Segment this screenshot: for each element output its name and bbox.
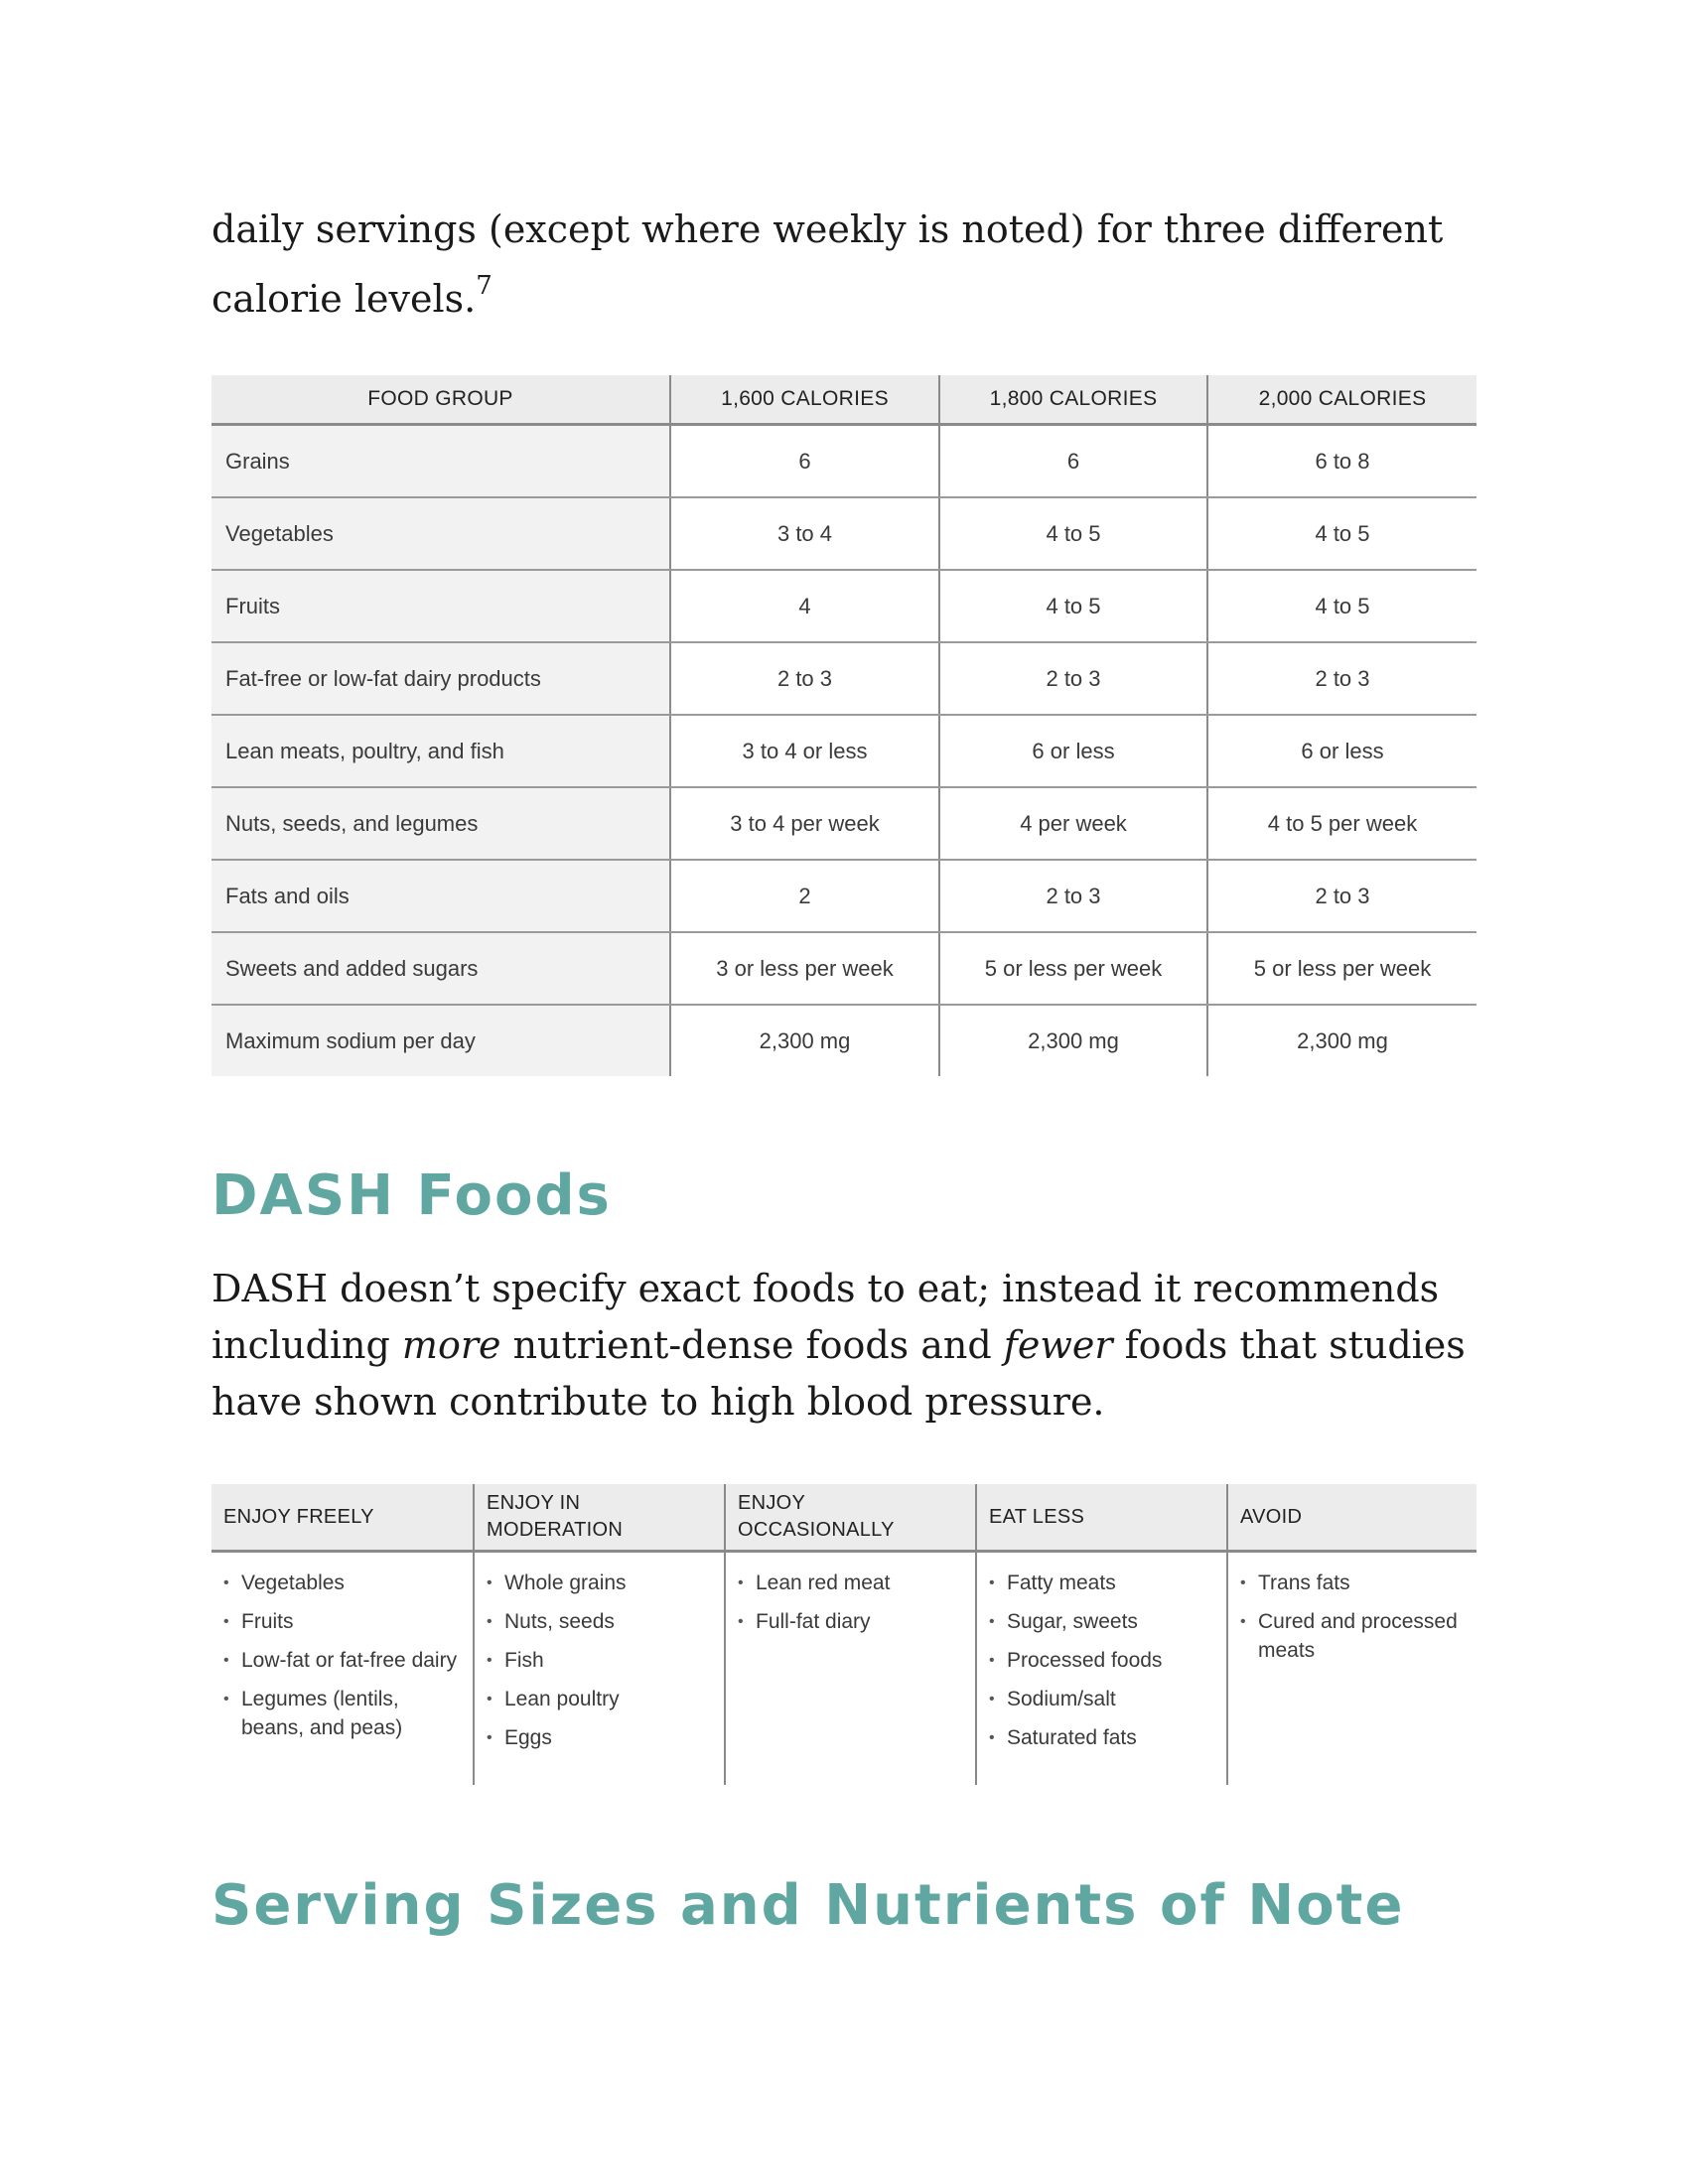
serving-cell: 2,300 mg [1207,1005,1477,1076]
list-item: • Trans fats [1240,1569,1465,1597]
table-row [211,425,1477,498]
header-1600: 1,600 CALORIES [670,375,939,425]
serving-cell: 2 to 3 [1207,860,1477,932]
servings-table [211,375,1477,1076]
header-1800: 1,800 CALORIES [939,375,1207,425]
dash-foods-table [211,1484,1477,1785]
list-item: • Legumes (lentils, beans, and peas) [223,1685,461,1742]
serving-cell: 6 [670,425,939,498]
table-row [211,497,1477,570]
header-eat-less: EAT LESS [976,1484,1227,1552]
list-item: • Saturated fats [989,1723,1214,1752]
food-group-cell: Sweets and added sugars [211,932,670,1005]
serving-cell: 2,300 mg [939,1005,1207,1076]
list-item: • Fruits [223,1607,461,1636]
food-group-cell: Fat-free or low-fat dairy products [211,642,670,715]
food-group-cell: Vegetables [211,497,670,570]
list-item: • Lean red meat [738,1569,963,1597]
serving-cell: 5 or less per week [939,932,1207,1005]
serving-cell: 2 to 3 [939,642,1207,715]
food-group-cell: Fats and oils [211,860,670,932]
enjoy-in-moderation-cell [474,1552,725,1786]
serving-cell: 6 or less [1207,715,1477,787]
serving-cell: 4 per week [939,787,1207,860]
enjoy-freely-cell [211,1552,474,1786]
list-item: • Whole grains [487,1569,712,1597]
serving-cell: 2,300 mg [670,1005,939,1076]
serving-cell: 3 to 4 per week [670,787,939,860]
list-item: • Nuts, seeds [487,1607,712,1636]
header-avoid: AVOID [1227,1484,1477,1552]
foods-header-row [211,1484,1477,1552]
serving-cell: 4 to 5 [1207,497,1477,570]
food-group-cell: Lean meats, poultry, and fish [211,715,670,787]
serving-cell: 6 [939,425,1207,498]
intro-paragraph [211,195,1477,334]
food-group-cell: Fruits [211,570,670,642]
serving-cell: 2 [670,860,939,932]
list-item: • Lean poultry [487,1685,712,1713]
serving-cell: 6 or less [939,715,1207,787]
serving-cell: 3 to 4 or less [670,715,939,787]
dash-para-text: nutrient-dense foods and [500,1323,1004,1367]
food-group-cell: Grains [211,425,670,498]
dash-para-text: DASH doesn’t specify exact foods to eat; instead it recommends including [211,1267,1440,1367]
enjoy-in-moderation-list [487,1569,712,1752]
dash-para-text: foods that studies have shown contribute to high blood pressure. [211,1323,1466,1424]
serving-cell: 2 to 3 [939,860,1207,932]
serving-cell: 4 to 5 [1207,570,1477,642]
header-2000: 2,000 CALORIES [1207,375,1477,425]
serving-sizes-heading: Serving Sizes and Nutrients of Note [211,1873,1405,1938]
food-group-cell: Nuts, seeds, and legumes [211,787,670,860]
serving-cell: 4 to 5 per week [1207,787,1477,860]
table-row [211,932,1477,1005]
dash-para-emphasis: more [401,1323,501,1367]
header-enjoy-occasionally: ENJOY OCCASIONALLY [725,1484,976,1552]
serving-cell: 3 to 4 [670,497,939,570]
intro-text: daily servings (except where weekly is noted) for three different calorie levels. [211,207,1444,321]
serving-cell: 4 to 5 [939,570,1207,642]
serving-cell: 5 or less per week [1207,932,1477,1005]
header-food-group: FOOD GROUP [211,375,670,425]
table-row [211,570,1477,642]
header-enjoy-freely: ENJOY FREELY [211,1484,474,1552]
avoid-list [1240,1569,1465,1665]
footnote-ref: 7 [476,271,492,301]
avoid-cell [1227,1552,1477,1786]
eat-less-list [989,1569,1214,1752]
servings-header-row [211,375,1477,425]
dash-paragraph [211,1261,1477,1431]
enjoy-occasionally-list [738,1569,963,1636]
list-item: • Low-fat or fat-free dairy [223,1646,461,1675]
serving-cell: 4 [670,570,939,642]
serving-cell: 2 to 3 [670,642,939,715]
header-enjoy-in-moderation: ENJOY IN MODERATION [474,1484,725,1552]
list-item: • Sugar, sweets [989,1607,1214,1636]
enjoy-occasionally-cell [725,1552,976,1786]
dash-foods-heading: DASH Foods [211,1163,612,1228]
list-item: • Full-fat diary [738,1607,963,1636]
table-row [211,787,1477,860]
list-item: • Sodium/salt [989,1685,1214,1713]
table-row [211,1005,1477,1076]
serving-cell: 2 to 3 [1207,642,1477,715]
food-group-cell: Maximum sodium per day [211,1005,670,1076]
table-row [211,715,1477,787]
serving-cell: 3 or less per week [670,932,939,1005]
list-item: • Fish [487,1646,712,1675]
dash-para-emphasis: fewer [1003,1323,1113,1367]
enjoy-freely-list [223,1569,461,1742]
list-item: • Processed foods [989,1646,1214,1675]
serving-cell: 6 to 8 [1207,425,1477,498]
table-row [211,860,1477,932]
list-item: • Fatty meats [989,1569,1214,1597]
list-item: • Cured and processed meats [1240,1607,1465,1665]
table-row [211,642,1477,715]
foods-body-row [211,1552,1477,1786]
list-item: • Vegetables [223,1569,461,1597]
serving-cell: 4 to 5 [939,497,1207,570]
list-item: • Eggs [487,1723,712,1752]
eat-less-cell [976,1552,1227,1786]
